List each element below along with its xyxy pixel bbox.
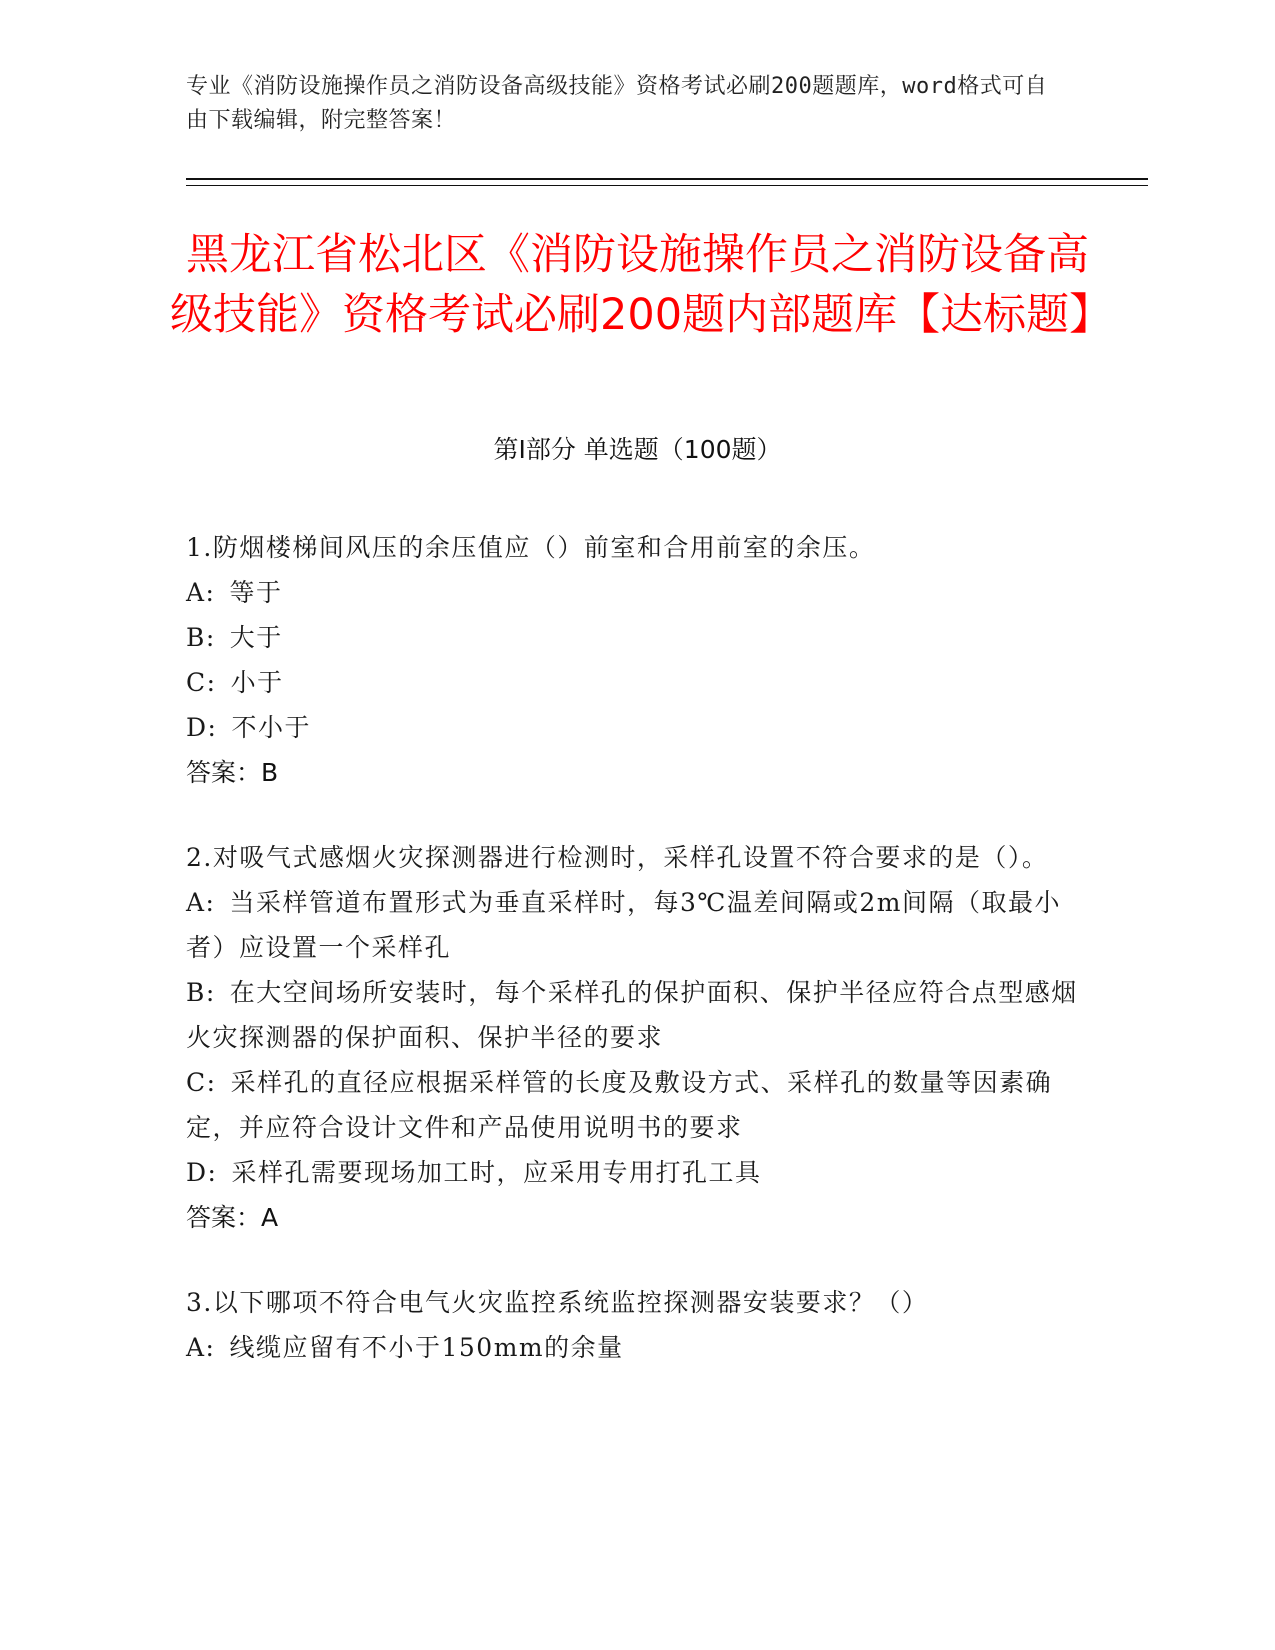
option-key: C:	[186, 1068, 217, 1097]
question-text: 3.以下哪项不符合电气火灾监控系统监控探测器安装要求？（）	[186, 1288, 929, 1317]
header-rule-thin	[186, 185, 1148, 186]
answer: 答案：B	[186, 758, 279, 787]
option-key: A:	[186, 578, 216, 607]
option-key: D:	[186, 1158, 218, 1187]
question-2	[186, 835, 1086, 1240]
question-text: 2.对吸气式感烟火灾探测器进行检测时，采样孔设置不符合要求的是（）。	[186, 843, 1049, 872]
option-text: 采样孔的直径应根据采样管的长度及敷设方式、采样孔的数量等因素确定，并应符合设计文件和产品使用说明书的要求	[186, 1068, 1053, 1142]
option-a	[186, 880, 1086, 970]
option-c	[186, 1060, 1086, 1150]
header-rule-thick	[186, 178, 1148, 180]
option-text: 当采样管道布置形式为垂直采样时，每3℃温差间隔或2m间隔（取最小者）应设置一个采样孔	[186, 888, 1061, 962]
option-key: A:	[186, 888, 216, 917]
option-text: 等于	[229, 578, 283, 607]
option-b	[186, 970, 1086, 1060]
question-text: 1.防烟楼梯间风压的余压值应（）前室和合用前室的余压。	[186, 533, 876, 562]
option-key: C:	[186, 668, 217, 697]
section-heading: 第Ⅰ部分 单选题（100题）	[493, 435, 782, 464]
option-text: 在大空间场所安装时，每个采样孔的保护面积、保护半径应符合点型感烟火灾探测器的保护面积、保护半径的要求	[186, 978, 1078, 1052]
option-key: A:	[186, 1333, 216, 1362]
header-note: 专业《消防设施操作员之消防设备高级技能》资格考试必刷200题题库，word格式可自由下载编辑，附完整答案！	[186, 74, 1048, 133]
question-3	[186, 1280, 1086, 1370]
option-d	[186, 1150, 1086, 1195]
option-key: B:	[186, 623, 216, 652]
question-1	[186, 525, 1086, 795]
document-title: 黑龙江省松北区《消防设施操作员之消防设备高级技能》资格考试必刷200题内部题库【达标题】	[170, 230, 1113, 340]
question-list	[186, 525, 1086, 1410]
option-a	[186, 570, 1086, 615]
option-text: 不小于	[231, 713, 311, 742]
option-text: 采样孔需要现场加工时，应采用专用打孔工具	[231, 1158, 762, 1187]
option-d	[186, 705, 1086, 750]
option-b	[186, 615, 1086, 660]
option-text: 大于	[229, 623, 283, 652]
option-text: 小于	[230, 668, 284, 697]
option-key: B:	[186, 978, 216, 1007]
option-text: 线缆应留有不小于150mm的余量	[229, 1333, 624, 1362]
answer: 答案：A	[186, 1203, 279, 1232]
option-a	[186, 1325, 1086, 1370]
option-key: D:	[186, 713, 218, 742]
option-c	[186, 660, 1086, 705]
